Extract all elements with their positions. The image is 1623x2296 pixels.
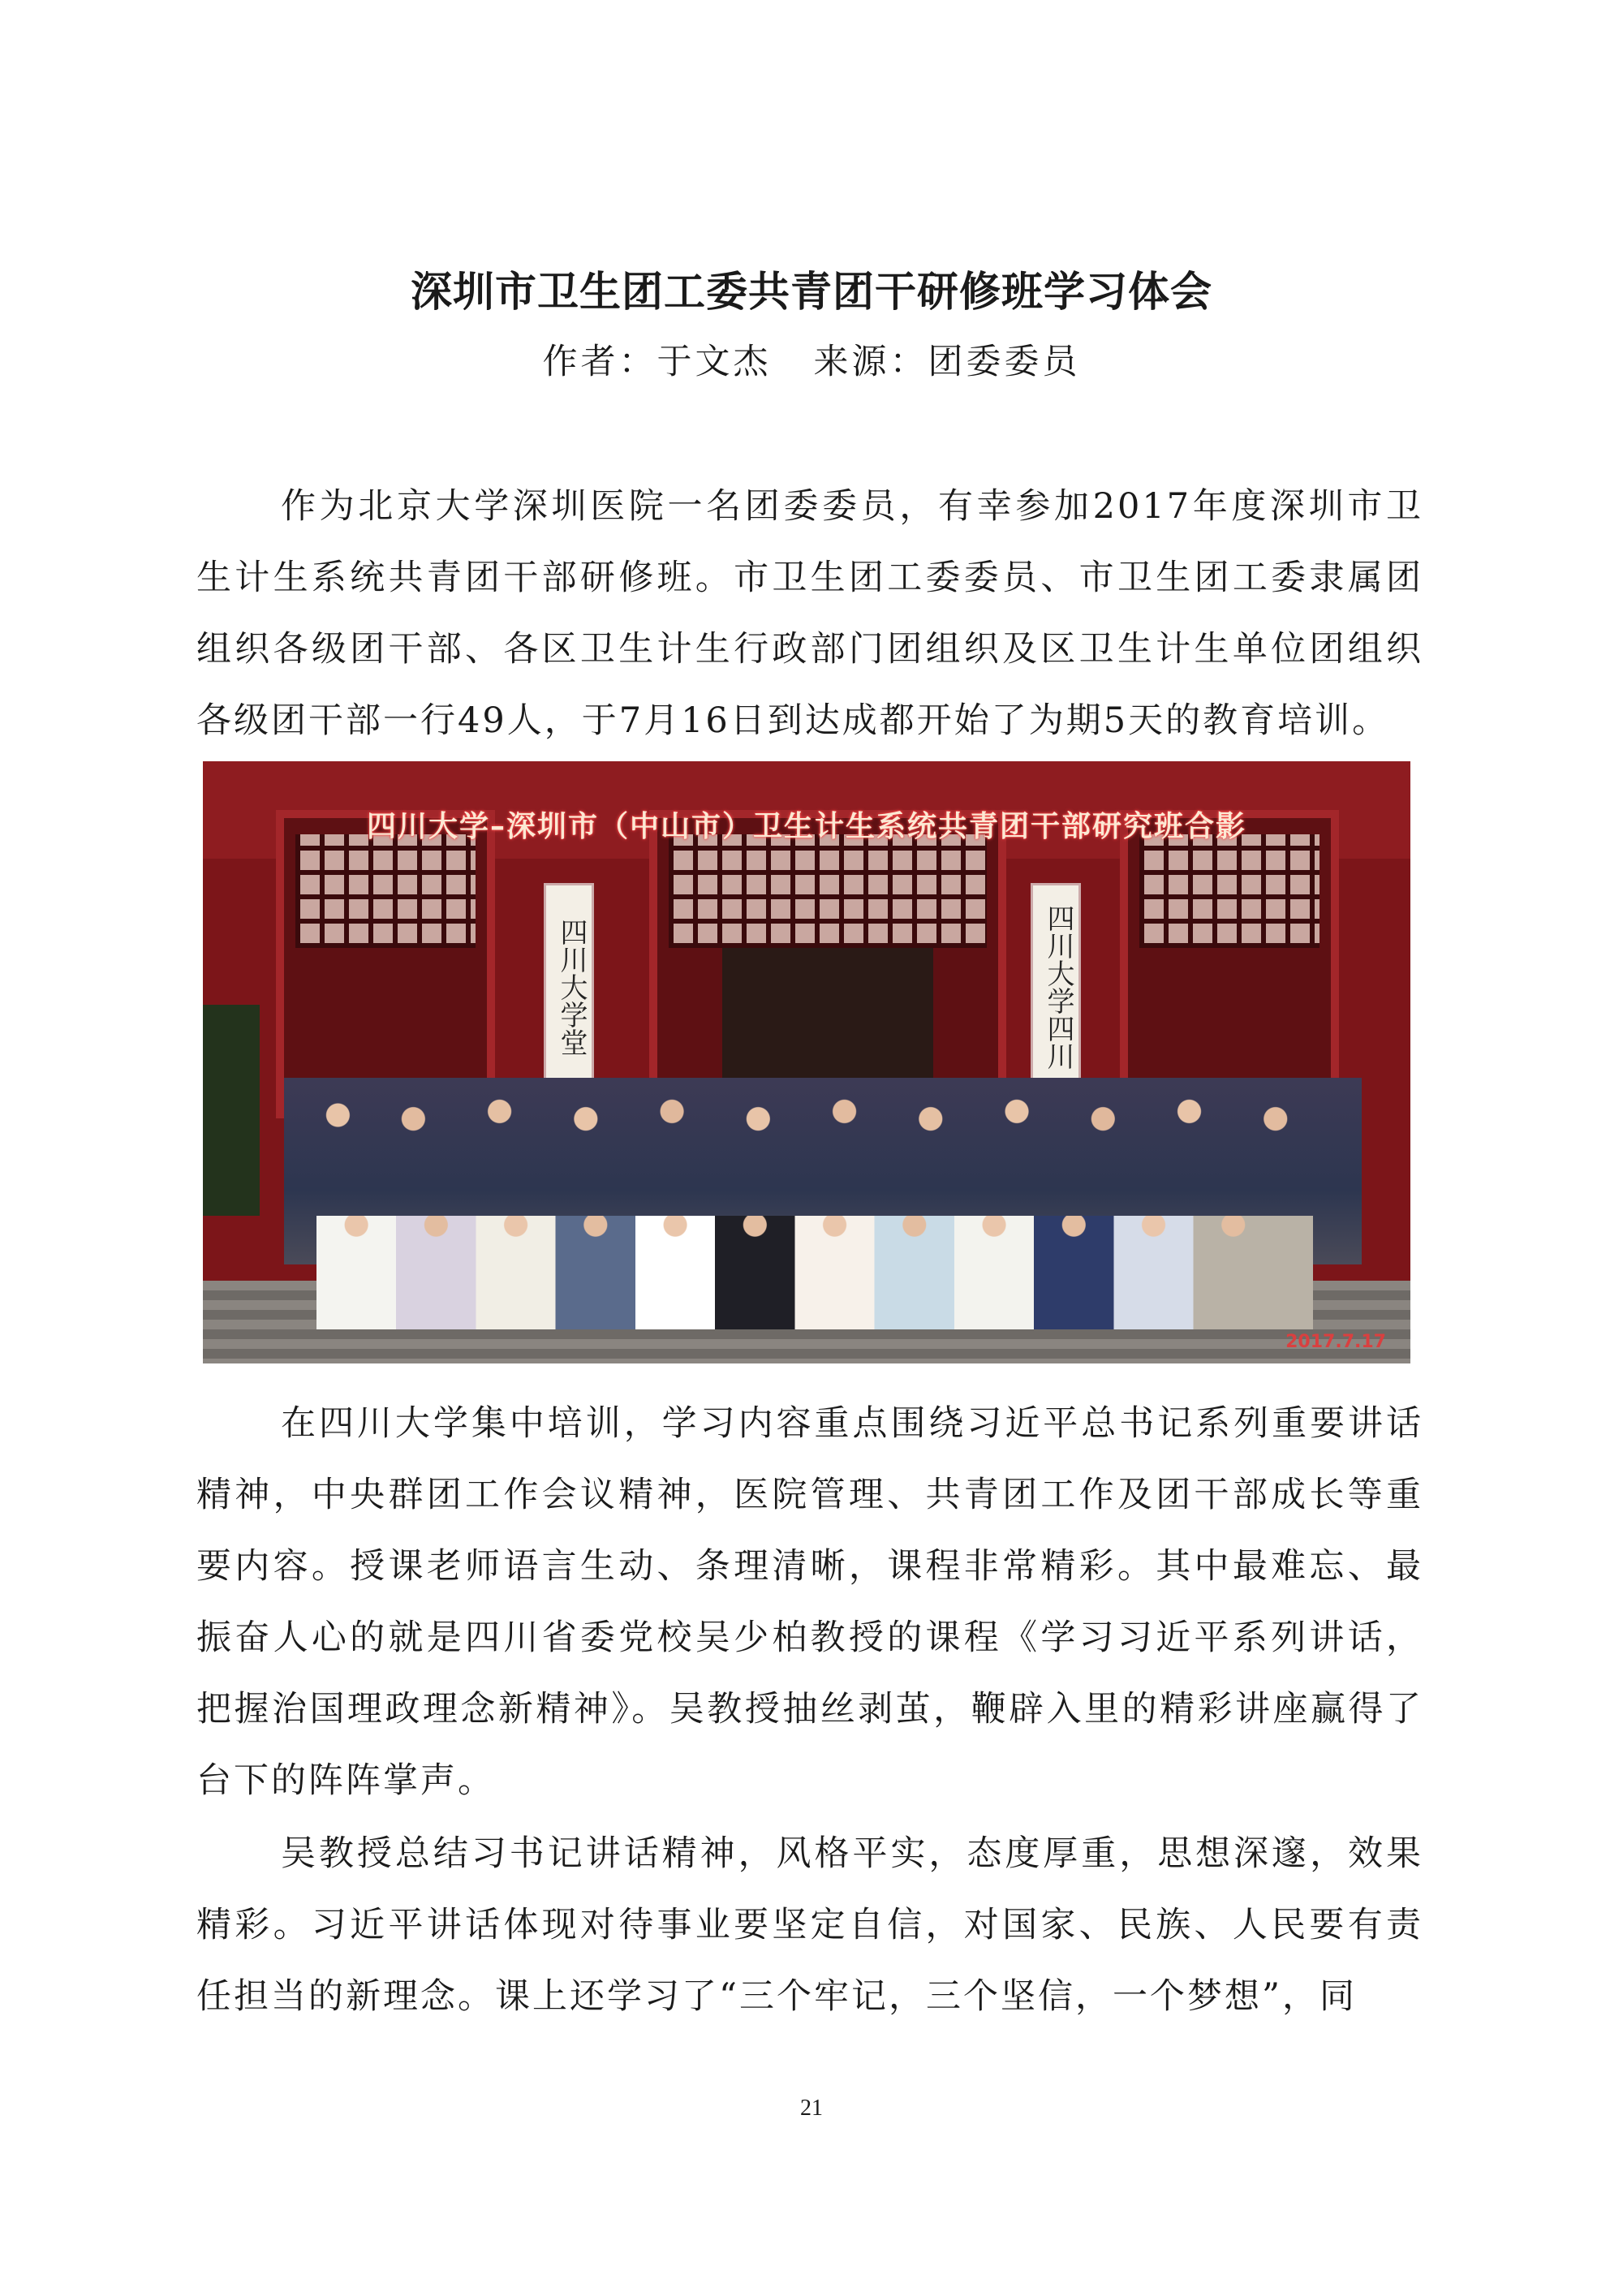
photo-crowd-front <box>316 1216 1313 1329</box>
byline <box>0 334 1623 384</box>
paragraph-1: 作为北京大学深圳医院一名团委委员，有幸参加2017年度深圳市卫生计生系统共青团干部研修班。市卫生团工委委员、市卫生团工委隶属团组织各级团干部、各区卫生计生行政部门团组织及区卫生计生单位团组织各级团干部一行49人，于7月16日到达成都开始了为期5天的教育培训。 <box>196 486 1423 741</box>
photo-plaque-right: 四川大学四川 <box>1031 883 1081 1091</box>
page-number: 21 <box>800 2096 823 2121</box>
source-label: 来源：团委委员 <box>813 342 1081 382</box>
photo-banner: 四川大学–深圳市（中山市）卫生计生系统共青团干部研究班合影 <box>366 810 1246 843</box>
group-photo <box>203 761 1410 1363</box>
photo-tree <box>203 1005 260 1216</box>
photo-date-stamp: 2017.7.17 <box>1285 1332 1386 1352</box>
article-title: 深圳市卫生团工委共青团干研修班学习体会 <box>410 269 1212 317</box>
paragraph-2: 在四川大学集中培训，学习内容重点围绕习近平总书记系列重要讲话精神，中央群团工作会议精神，医院管理、共青团工作及团干部成长等重要内容。授课老师语言生动、条理清晰，课程非常精彩。其中最难忘、最振奋人心的就是四川省委党校吴少柏教授的课程《学习习近平系列讲话，把握治国理政理念新精神》。吴教授抽丝剥茧，鞭辟入里的精彩讲座赢得了台下的阵阵掌声。 <box>196 1403 1423 1801</box>
photo-door-right <box>1120 810 1339 1118</box>
author-label: 作者：于文杰 <box>542 342 772 382</box>
photo-door-left <box>276 810 495 1118</box>
paragraph-3: 吴教授总结习书记讲话精神，风格平实，态度厚重，思想深邃，效果精彩。习近平讲话体现对待事业要坚定自信，对国家、民族、人民要有责任担当的新理念。课上还学习了“三个牢记，三个坚信，一个梦想”，同 <box>196 1833 1423 2017</box>
photo-plaque-left: 四川大学堂 <box>544 883 594 1091</box>
